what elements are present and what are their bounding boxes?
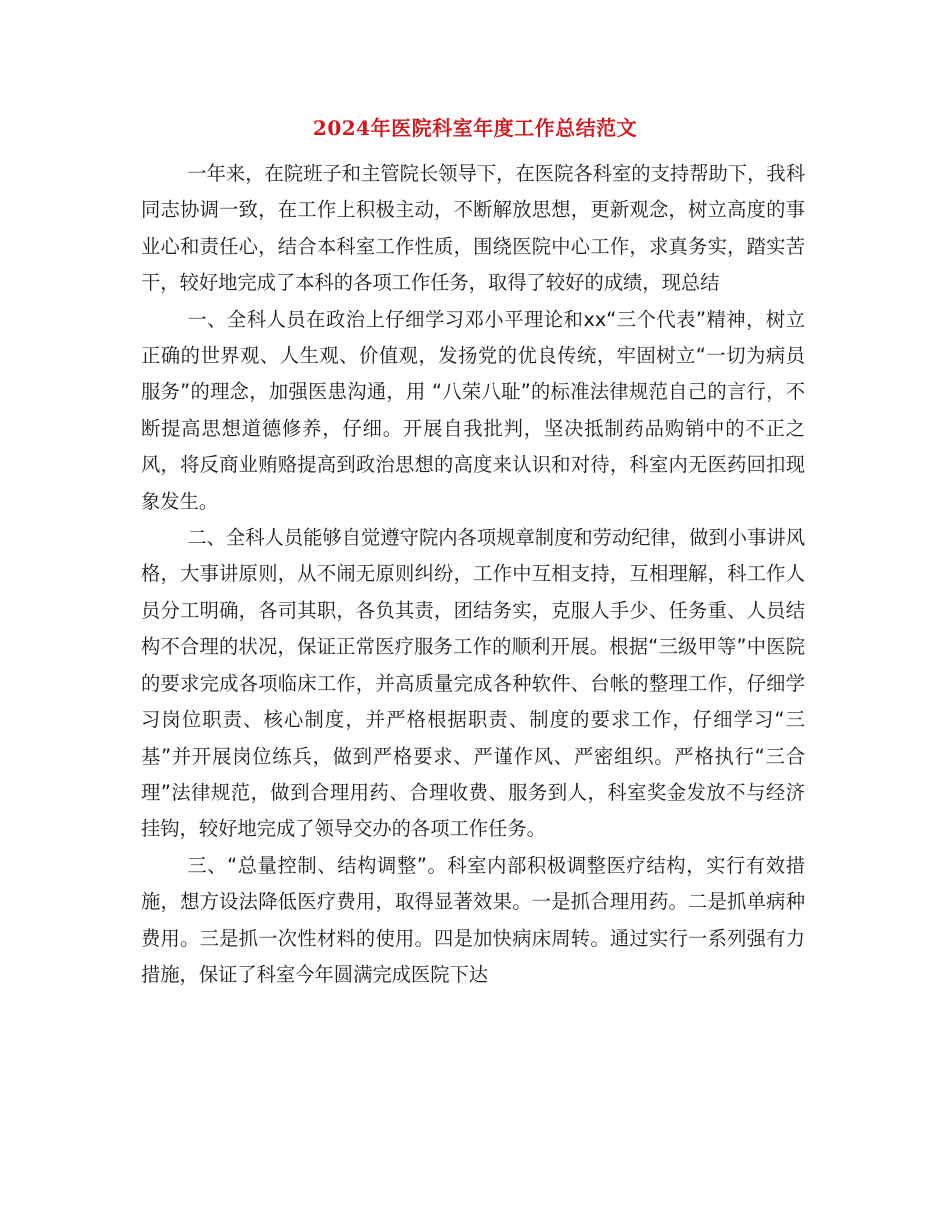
document-body (141, 156, 805, 993)
document-title: 2024年医院科室年度工作总结范文 (312, 116, 638, 140)
paragraph-section-1: 一、全科人员在政治上仔细学习邓小平理论和xx“三个代表”精神，树立正确的世界观、人生观、价值观，发扬党的优良传统，牢固树立“一切为病员服务”的理念，加强医患沟通，用 “八荣八耻”的标准法律规范自己的言行，不断提高思想道德修养，仔细。开展自我批判，坚决抵制药品购销中的不正之风，将反商业贿赂提高到政治思想的高度来认识和对待，科室内无医药回扣现象发生。 (141, 307, 805, 513)
paragraph-section-2: 二、全科人员能够自觉遵守院内各项规章制度和劳动纪律，做到小事讲风格，大事讲原则，从不闹无原则纠纷，工作中互相支持，互相理解，科工作人员分工明确，各司其职，各负其责，团结务实，克服人手少、任务重、人员结构不合理的状况，保证正常医疗服务工作的顺利开展。根据“三级甲等”中医院的要求完成各项临床工作，并高质量完成各种软件、台帐的整理工作，仔细学习岗位职责、核心制度，并严格根据职责、制度的要求工作，仔细学习“三基”并开展岗位练兵，做到严格要求、严谨作风、严密组织。严格执行“三合理”法律规范，做到合理用药、合理收费、服务到人，科室奖金发放不与经济挂钩，较好地完成了领导交办的各项工作任务。 (141, 526, 805, 841)
paragraph-intro: 一年来，在院班子和主管院长领导下，在医院各科室的支持帮助下，我科同志协调一致，在工作上积极主动，不断解放思想，更新观念，树立高度的事业心和责任心，结合本科室工作性质，围绕医院中心工作，求真务实，踏实苦干，较好地完成了本科的各项工作任务，取得了较好的成绩，现总结 (141, 162, 805, 295)
paragraph-section-3: 三、“总量控制、结构调整”。科室内部积极调整医疗结构，实行有效措施，想方设法降低医疗费用，取得显著效果。一是抓合理用药。二是抓单病种费用。三是抓一次性材料的使用。四是加快病床周转。通过实行一系列强有力措施，保证了科室今年圆满完成医院下达 (141, 853, 805, 986)
